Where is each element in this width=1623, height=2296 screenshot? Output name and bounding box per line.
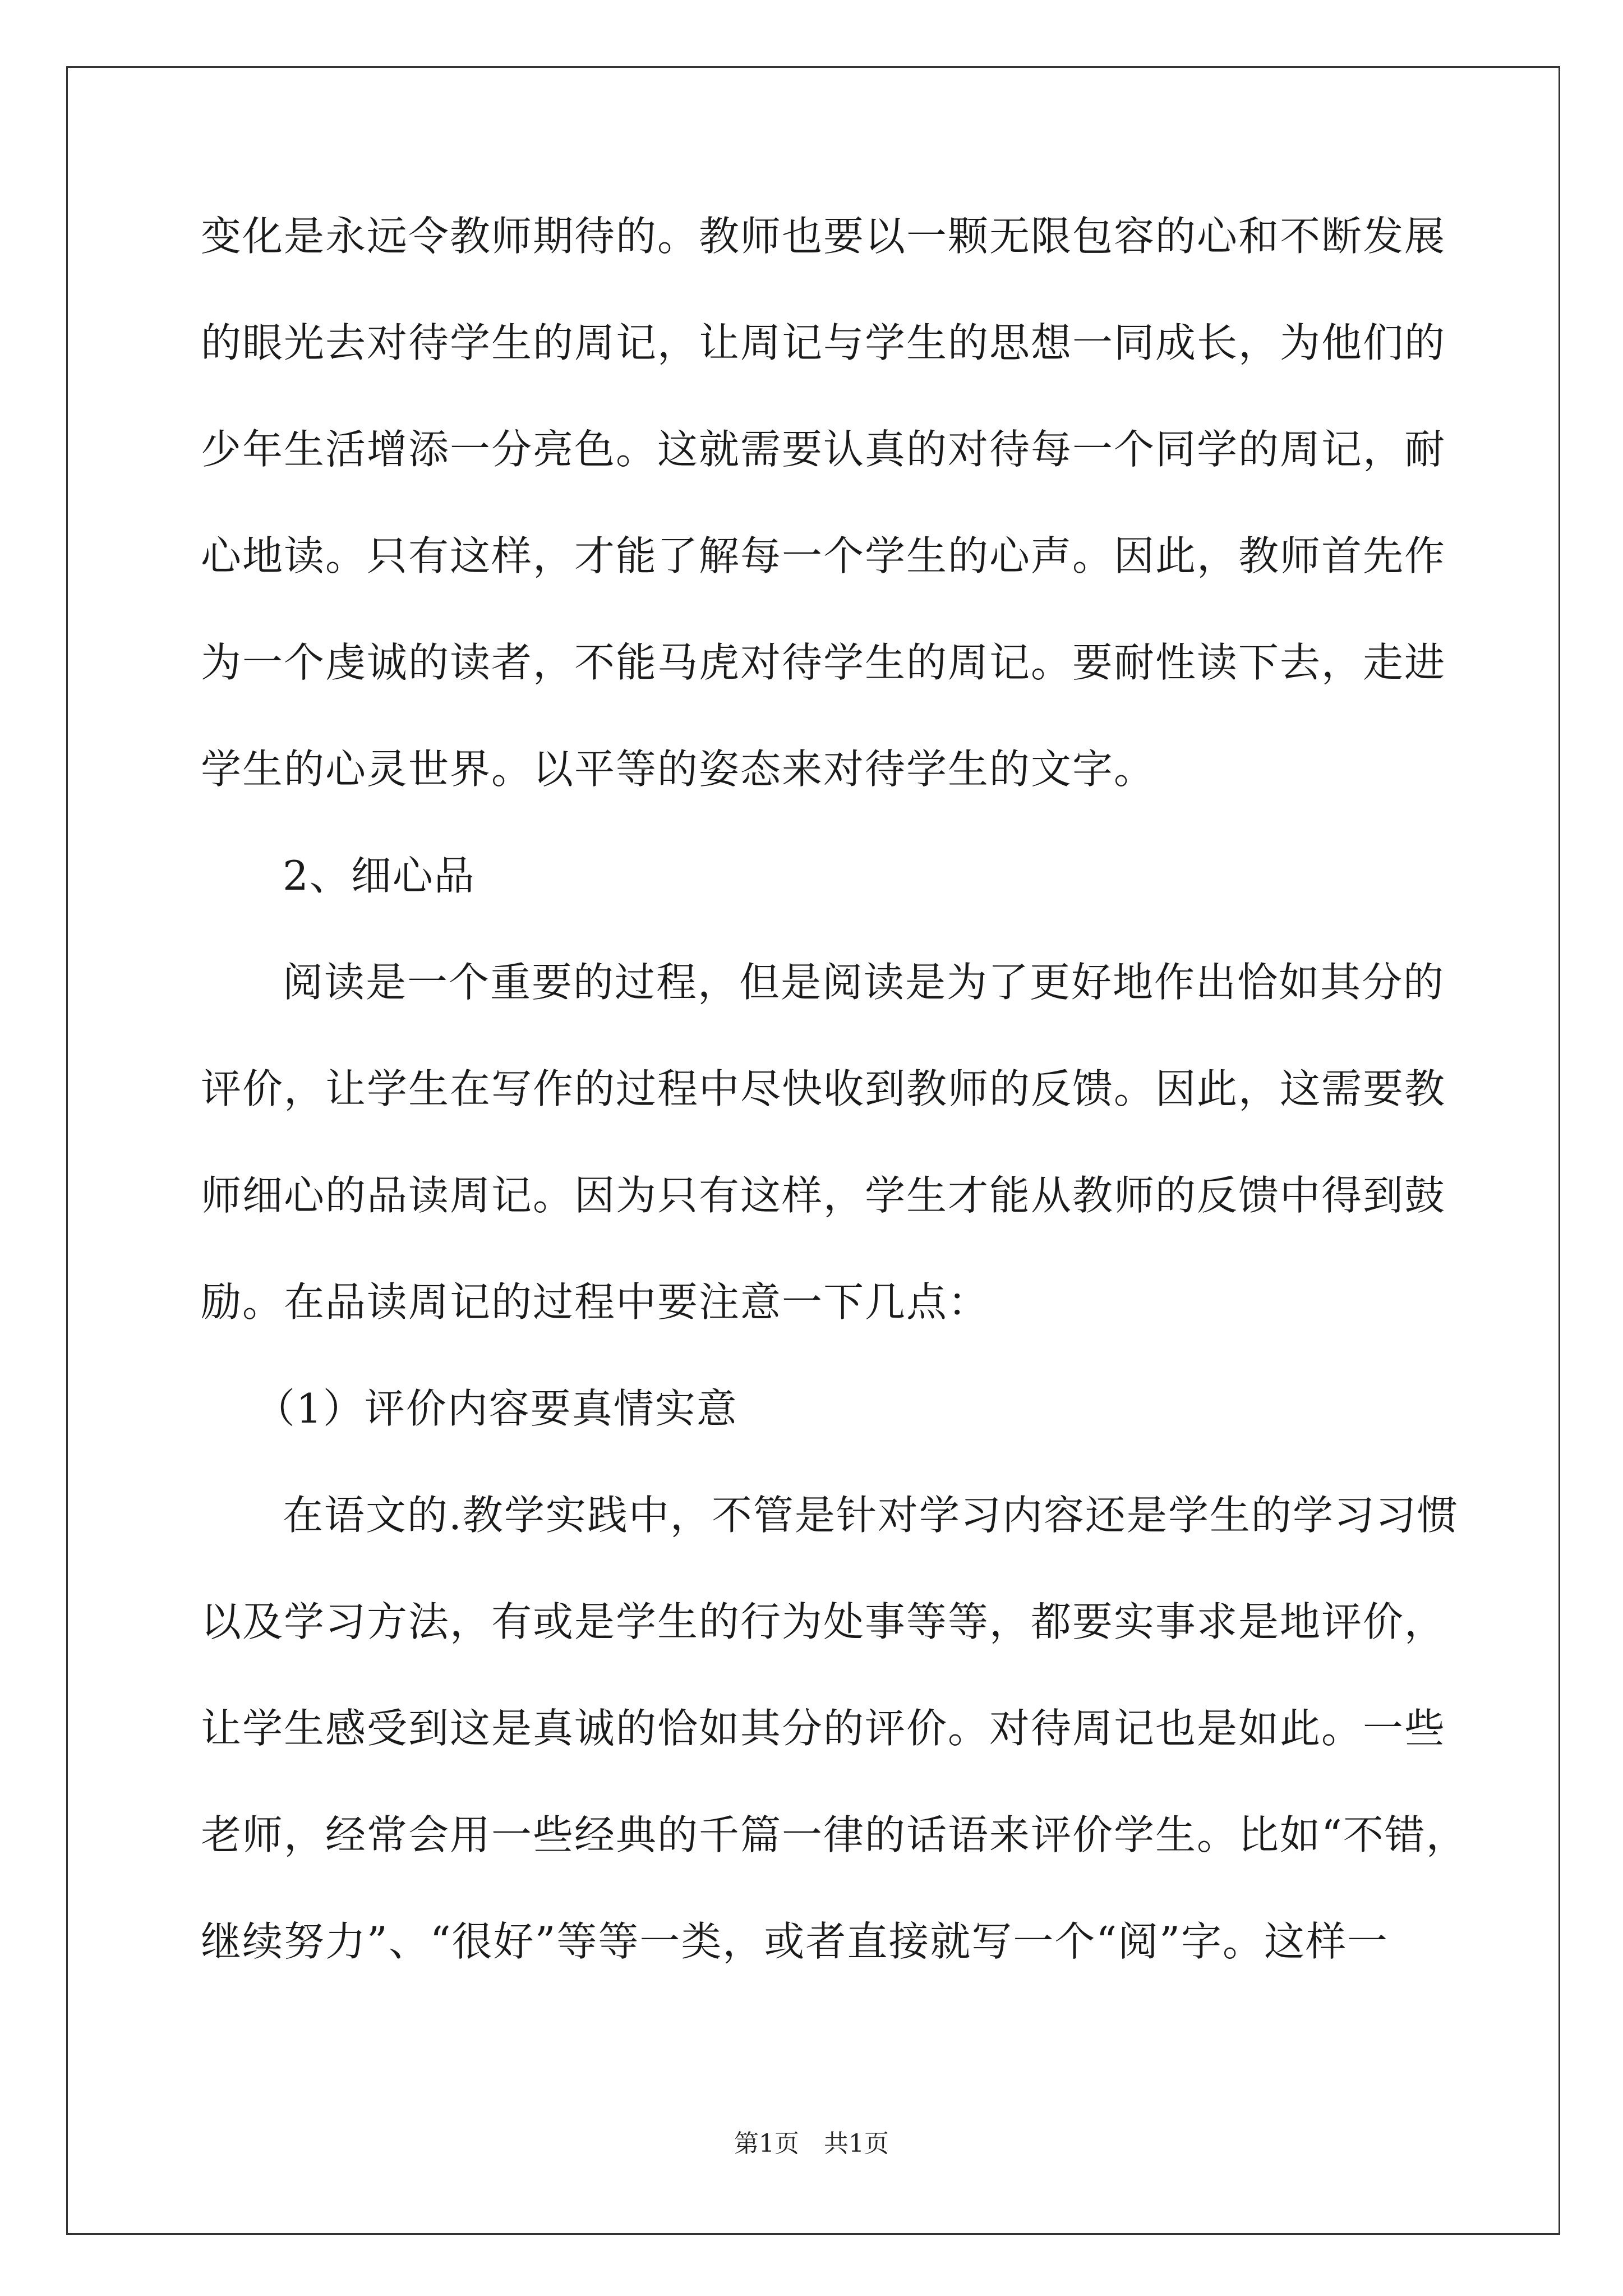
text-line: 老师，经常会用一些经典的千篇一律的话语来评价学生。比如“不错， <box>201 1811 1468 1858</box>
text-line: 继续努力”、“很好”等等一类，或者直接就写一个“阅”字。这样一 <box>201 1918 1389 1965</box>
text-line: 让学生感受到这是真诚的恰如其分的评价。对待周记也是如此。一些 <box>201 1705 1446 1752</box>
page-number-footer: 第1页 共1页 <box>734 2129 889 2158</box>
text-line: 以及学习方法，有或是学生的行为处事等等，都要实事求是地评价， <box>201 1598 1446 1645</box>
subsection-heading: （1）评价内容要真情实意 <box>255 1385 738 1432</box>
text-line: 少年生活增添一分亮色。这就需要认真的对待每一个同学的周记，耐 <box>201 426 1446 473</box>
text-line: 的眼光去对待学生的周记，让周记与学生的思想一同成长，为他们的 <box>201 319 1446 366</box>
document-body <box>201 213 1468 2028</box>
section-heading: 2、细心品 <box>283 852 476 899</box>
text-line: 励。在品读周记的过程中要注意一下几点： <box>201 1278 990 1326</box>
text-line: 学生的心灵世界。以平等的姿态来对待学生的文字。 <box>201 746 1156 793</box>
text-line: 在语文的.教学实践中，不管是针对学习内容还是学生的学习习惯 <box>283 1492 1459 1539</box>
text-line: 师细心的品读周记。因为只有这样，学生才能从教师的反馈中得到鼓 <box>201 1172 1446 1219</box>
text-line: 阅读是一个重要的过程，但是阅读是为了更好地作出恰如其分的 <box>283 959 1445 1006</box>
text-line: 心地读。只有这样，才能了解每一个学生的心声。因此，教师首先作 <box>201 532 1446 579</box>
text-line: 变化是永远令教师期待的。教师也要以一颗无限包容的心和不断发展 <box>201 213 1446 260</box>
text-line: 评价，让学生在写作的过程中尽快收到教师的反馈。因此，这需要教 <box>201 1065 1446 1112</box>
text-line: 为一个虔诚的读者，不能马虎对待学生的周记。要耐性读下去，走进 <box>201 639 1446 686</box>
